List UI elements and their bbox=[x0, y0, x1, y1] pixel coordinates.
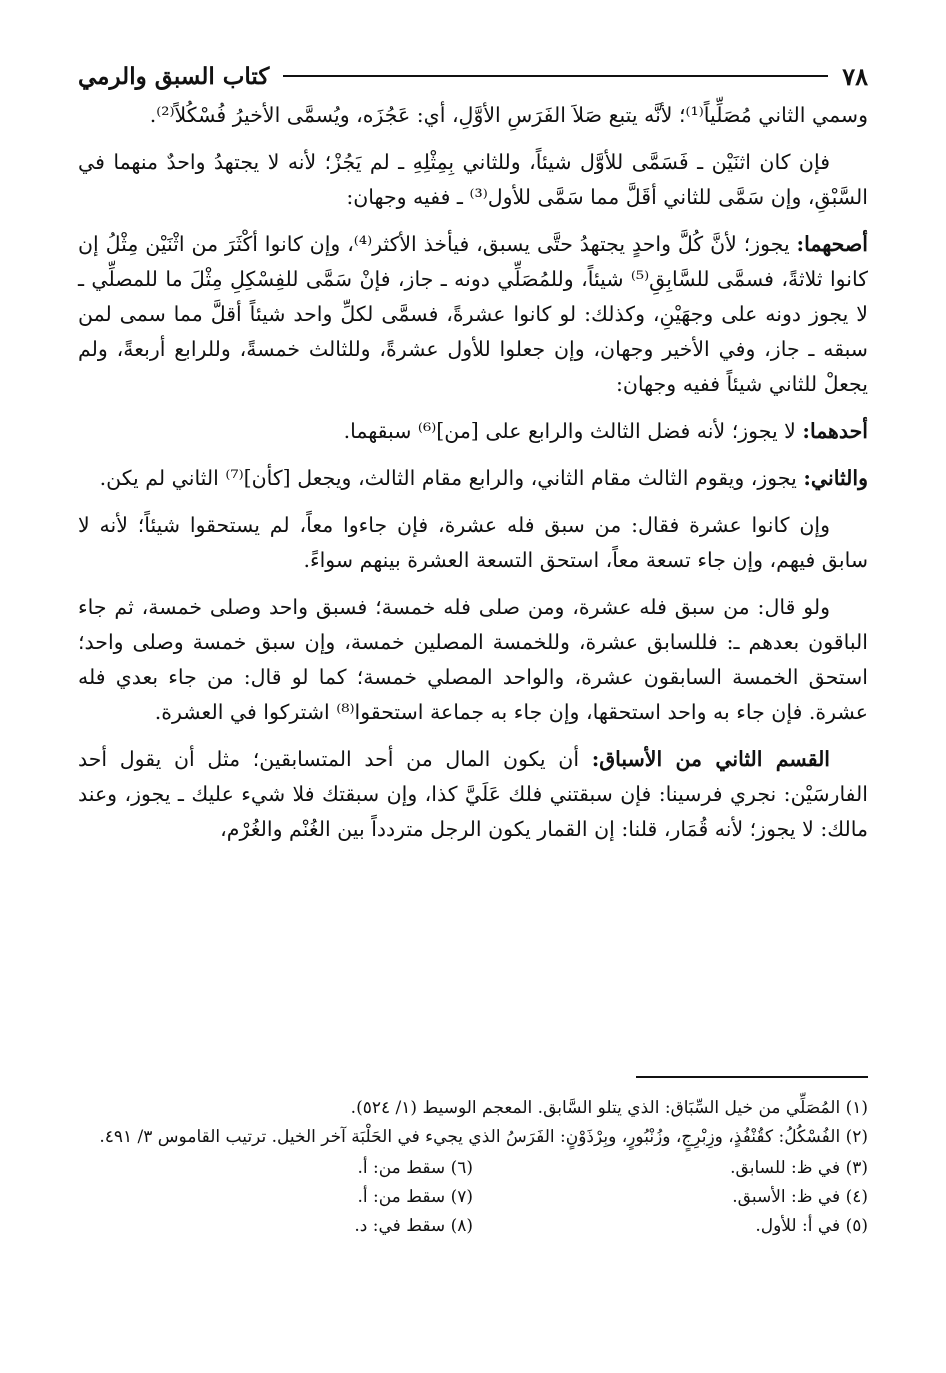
paragraph-8 bbox=[78, 742, 868, 847]
paragraph-3-lead: أصحهما: bbox=[796, 232, 868, 256]
paragraph-5-lead: والثاني: bbox=[803, 466, 868, 490]
footnote-8: (٨) سقط في: د. bbox=[354, 1216, 473, 1236]
paragraph-3 bbox=[78, 227, 868, 402]
paragraph-6: وإن كانوا عشرة فقال: من سبق فله عشرة، فإن جاءوا معاً، لم يستحقوا شيئاً؛ لأنه لا سابق فيهم، وإن جاء تسعة معاً، استحق التسعة العشرة بينهم سواءً. bbox=[78, 513, 868, 572]
paragraph-4 bbox=[78, 414, 868, 449]
paragraph-3-text: يجوز؛ لأنَّ كُلَّ واحدٍ يجتهدُ حتَّى يسبق، فيأخذ الأكثر⁽⁴⁾، وإن كانوا أكْثَرَ من اثْنَيْن مِثْلُ إن كانوا ثلاثةً، فسمَّى للسَّابِقِ⁽⁵⁾ شيئاً، وللمُصَلِّي دونه ـ جاز، فإنْ سَمَّى للفِسْكِلِ مِثْلَ ما للمصلِّي ـ لا يجوز دونه على وجهَيْنِ، وكذلك: لو كانوا عشرةً، فسمَّى لكلِّ واحد شيئاً أقلَّ مما سمى لمن سبقه ـ جاز، وفي الأخير وجهان، وإن جعلوا للأول عشرةً، وللثالث خمسةً، وللرابع أربعةً، ولم يجعلْ للثاني شيئاً ففيه وجهان: bbox=[78, 232, 868, 396]
footnote-5: (٥) في أ: للأول. bbox=[755, 1216, 868, 1236]
paragraph-7: ولو قال: من سبق فله عشرة، ومن صلى فله خمسة؛ فسبق واحد وصلى خمسة، ثم جاء الباقون بعدهم ـ: فللسابق عشرة، وللخمسة المصلين خمسة، وإن سبق خمسة وصلى واحد؛ استحق الخمسة السابقون عشرة، والواحد المصلي خمسة؛ كما لو قال: من جاء بعدي فله عشرة. فإن جاء به واحد استحقها، وإن جاء به جماعة استحقوا⁽⁸⁾ اشتركوا في العشرة. bbox=[78, 595, 868, 724]
footnote-3: (٣) في ظ: للسابق. bbox=[730, 1158, 868, 1178]
header-rule bbox=[283, 75, 828, 77]
paragraph-8-lead: القسم الثاني من الأسباق: bbox=[591, 747, 831, 771]
footnote-1: (١) المُصَلِّي من خيل السِّبَاق: الذي يتلو السَّابق. المعجم الوسيط (١/ ٥٢٤). bbox=[350, 1098, 868, 1118]
page-number: ٧٨ bbox=[842, 61, 868, 91]
footnote-separator bbox=[636, 1076, 868, 1078]
paragraph-5 bbox=[78, 461, 868, 496]
page-header bbox=[78, 58, 868, 94]
main-text bbox=[78, 98, 868, 859]
footnote-2: (٢) الفُسْكُلُ: كقُنْفُذٍ، وزِبْرِجٍ، وزُنْبُورٍ، وبِرْذَوْنٍ: الفَرَسُ الذي يجيء في الحَلْبَة آخر الخيل. ترتيب القاموس ٣/ ٤٩١. bbox=[99, 1127, 868, 1147]
footnotes bbox=[78, 1094, 868, 1241]
paragraph-2: فإن كان اثنَيْن ـ فَسَمَّى للأوَّل شيئاً، وللثاني بِمِثْلِهِ ـ لم يَجُزْ؛ لأنه لا يجتهدُ واحدٌ منهما في السَّبْقِ، وإن سَمَّى للثاني أقَلَّ مما سَمَّى للأول⁽³⁾ ـ ففيه وجهان: bbox=[78, 150, 868, 209]
footnote-columns bbox=[78, 1154, 868, 1241]
paragraph-8-text: أن يكون المال من أحد المتسابقين؛ مثل أن يقول أحد الفارسَيْن: نجري فرسينا: فإن سبقتني فلك عَلَيَّ كذا، وإن سبقتك فلا شيء عليك ـ يجوز، وعند مالك: لا يجوز؛ لأنه قُمَار، قلنا: إن القمار يكون الرجل متردداً بين الغُنْم والغُرْم، bbox=[78, 747, 868, 841]
footnote-6: (٦) سقط من: أ. bbox=[357, 1158, 473, 1178]
footnote-column-right bbox=[473, 1154, 868, 1241]
paragraph-4-text: لا يجوز؛ لأنه فضل الثالث والرابع على [من]⁽⁶⁾ سبقهما. bbox=[343, 419, 803, 443]
footnote-column-left bbox=[78, 1154, 473, 1241]
footnote-4: (٤) في ظ: الأسبق. bbox=[732, 1187, 868, 1207]
paragraph-1: وسمي الثاني مُصَلِّياً⁽¹⁾؛ لأنَّه يتبع صَلاَ الفَرَسِ الأوَّلِ، أي: عَجُزَه، ويُسمَّى الأخيرُ فُسْكُلاً⁽²⁾. bbox=[149, 103, 868, 127]
paragraph-5-text: يجوز، ويقوم الثالث مقام الثاني، والرابع مقام الثالث، ويجعل [كأن]⁽⁷⁾ الثاني لم يكن. bbox=[99, 466, 804, 490]
book-title: كتاب السبق والرمي bbox=[78, 62, 270, 90]
paragraph-4-lead: أحدهما: bbox=[802, 419, 868, 443]
footnote-7: (٧) سقط من: أ. bbox=[357, 1187, 473, 1207]
